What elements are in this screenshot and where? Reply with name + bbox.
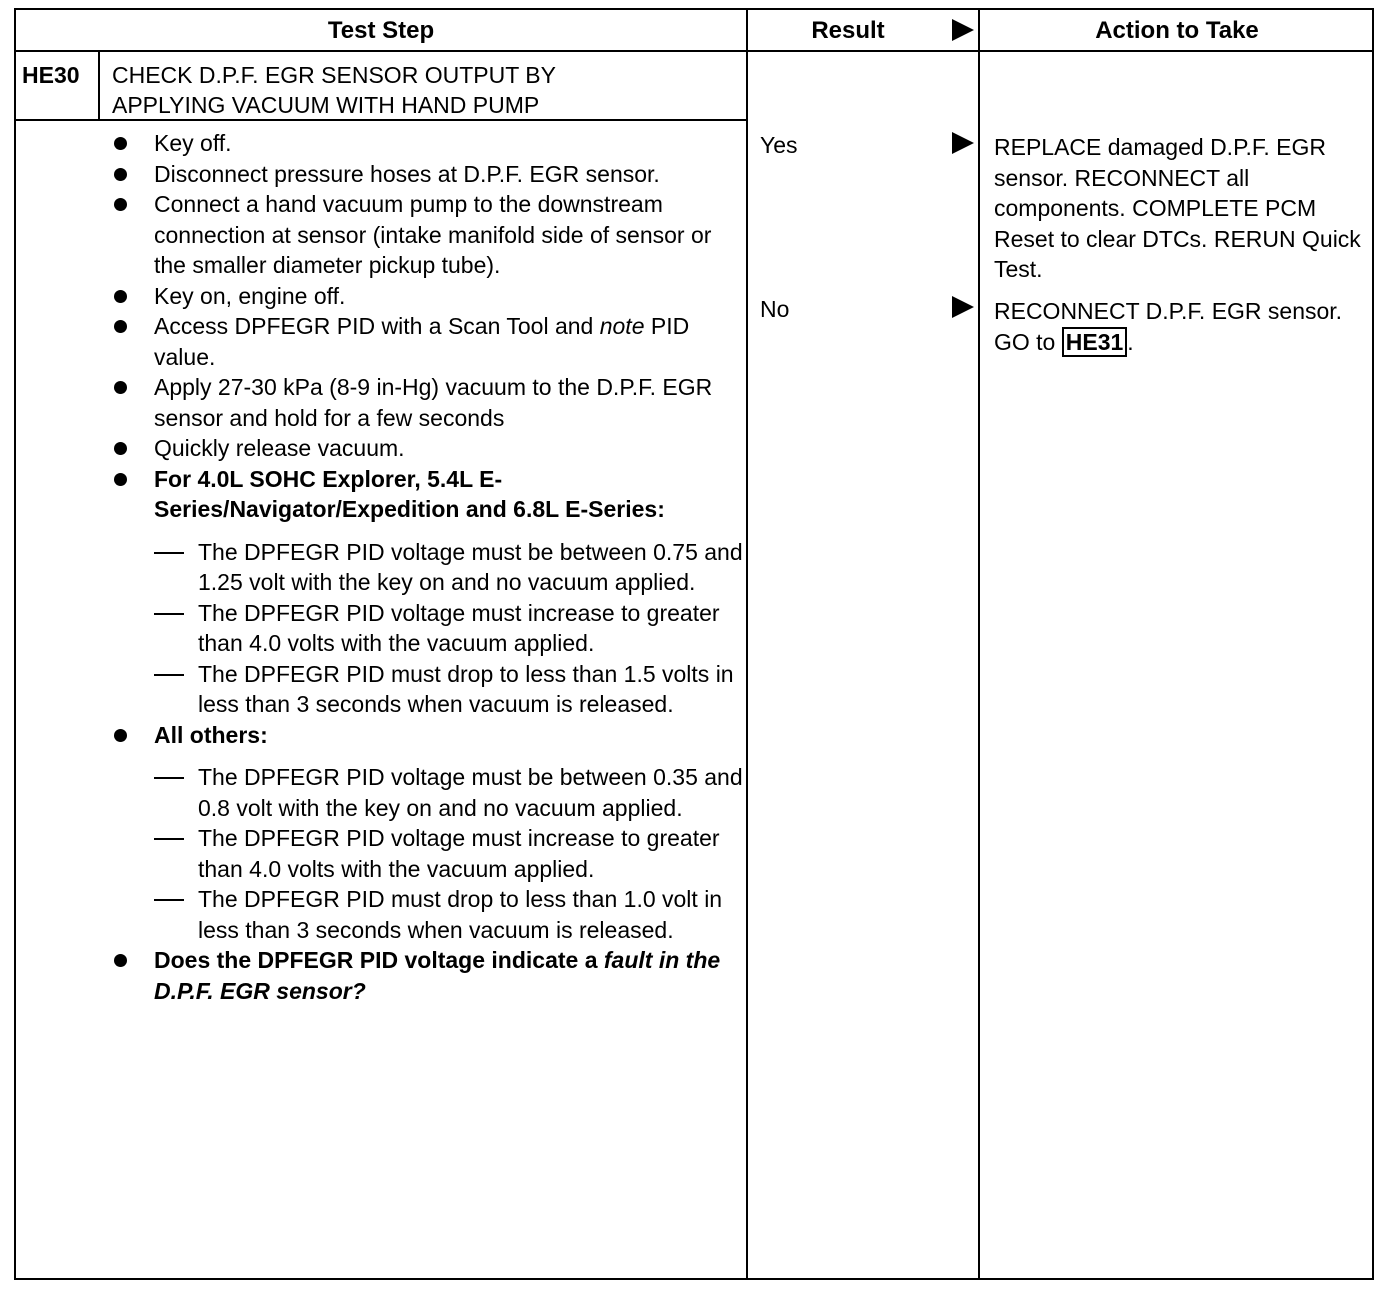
bullet-text: Apply 27-30 kPa (8-9 in-Hg) vacuum to the D.P.F. EGR sensor and hold for a few seconds xyxy=(154,374,713,431)
bullet-text: Disconnect pressure hoses at D.P.F. EGR sensor. xyxy=(154,160,660,187)
bullet-text: For 4.0L SOHC Explorer, 5.4L E-Series/Navigator/Expedition and 6.8L E-Series: xyxy=(154,465,665,522)
bullet-text: All others: xyxy=(154,721,268,748)
bullet-icon xyxy=(114,320,127,333)
list-item xyxy=(106,311,746,372)
action-text: . xyxy=(1127,328,1134,355)
step-id: HE30 xyxy=(22,62,80,88)
action-no xyxy=(994,296,1374,357)
sub-list-item xyxy=(106,762,746,823)
list-item xyxy=(106,281,746,312)
header-test-step: Test Step xyxy=(327,17,435,44)
header-result: Result xyxy=(811,17,885,44)
result-no: No xyxy=(760,296,790,322)
sub-item-text: The DPFEGR PID voltage must increase to greater than 4.0 volts with the vacuum applied. xyxy=(198,825,720,882)
bullet-icon xyxy=(114,954,127,967)
test-step-content xyxy=(106,128,746,1006)
list-item xyxy=(106,159,746,190)
sub-item-text: The DPFEGR PID voltage must be between 0.35 and 0.8 volt with the key on and no vacuum applied. xyxy=(198,764,743,821)
step-title-line: CHECK D.P.F. EGR SENSOR OUTPUT BY xyxy=(112,62,556,88)
step-title-line: APPLYING VACUUM WITH HAND PUMP xyxy=(112,92,540,118)
list-item xyxy=(106,128,746,159)
step-title xyxy=(112,60,732,120)
bullet-text: PID value. xyxy=(154,313,690,370)
bullet-icon xyxy=(114,137,127,150)
step-id-divider xyxy=(98,50,100,120)
note-emphasis: note xyxy=(599,313,645,339)
bullet-text: Quickly release vacuum. xyxy=(154,435,405,461)
sub-list-item xyxy=(106,823,746,884)
dash-icon xyxy=(154,674,184,676)
list-item xyxy=(106,945,746,1006)
bullet-text: Key on, engine off. xyxy=(154,282,346,309)
dash-icon xyxy=(154,838,184,840)
result-yes: Yes xyxy=(760,132,798,158)
list-item xyxy=(106,372,746,433)
dash-icon xyxy=(154,613,184,615)
action-yes: REPLACE damaged D.P.F. EGR sensor. RECONNECT all components. COMPLETE PCM Reset to clear DTCs. RERUN Quick Test. xyxy=(994,134,1361,282)
diagnostic-table xyxy=(14,8,1374,1280)
bullet-icon xyxy=(114,729,127,742)
list-item xyxy=(106,464,746,525)
bullet-icon xyxy=(114,442,127,455)
column-divider xyxy=(746,10,748,1278)
bullet-icon xyxy=(114,290,127,303)
list-item xyxy=(106,720,746,751)
arrow-right-icon xyxy=(952,132,974,154)
bullet-text: Key off. xyxy=(154,130,232,156)
action-text: RECONNECT D.P.F. EGR sensor. GO to xyxy=(994,298,1343,355)
dash-icon xyxy=(154,777,184,779)
bullet-icon xyxy=(114,381,127,394)
sub-list-item xyxy=(106,884,746,945)
sub-item-text: The DPFEGR PID must drop to less than 1.0 volt in less than 3 seconds when vacuum is released. xyxy=(198,886,723,943)
list-item xyxy=(106,433,746,464)
sub-list-item xyxy=(106,598,746,659)
bullet-text: Does the DPFEGR PID voltage indicate a xyxy=(154,947,604,973)
column-divider xyxy=(978,10,980,1278)
sub-item-text: The DPFEGR PID voltage must be between 0.75 and 1.25 volt with the key on and no vacuum applied. xyxy=(198,538,743,595)
sub-item-text: The DPFEGR PID voltage must increase to greater than 4.0 volts with the vacuum applied. xyxy=(198,599,720,656)
dash-icon xyxy=(154,552,184,554)
list-item xyxy=(106,189,746,281)
arrow-right-icon xyxy=(952,19,974,41)
sub-item-text: The DPFEGR PID must drop to less than 1.5 volts in less than 3 seconds when vacuum is released. xyxy=(198,660,734,717)
dash-icon xyxy=(154,899,184,901)
bullet-icon xyxy=(114,168,127,181)
step-link-he31[interactable]: HE31 xyxy=(1062,327,1128,357)
sub-list-item xyxy=(106,659,746,720)
sub-list-item xyxy=(106,537,746,598)
bullet-text: Access DPFEGR PID with a Scan Tool and xyxy=(154,313,600,339)
question-emphasis: fault in the D.P.F. EGR sensor? xyxy=(154,947,721,1004)
bullet-text: Connect a hand vacuum pump to the downstream connection at sensor (intake manifold side of sensor or the smaller diameter pickup tube). xyxy=(154,191,712,278)
bullet-icon xyxy=(114,473,127,486)
bullet-icon xyxy=(114,198,127,211)
header-action: Action to Take xyxy=(1095,17,1259,44)
arrow-right-icon xyxy=(952,296,974,318)
